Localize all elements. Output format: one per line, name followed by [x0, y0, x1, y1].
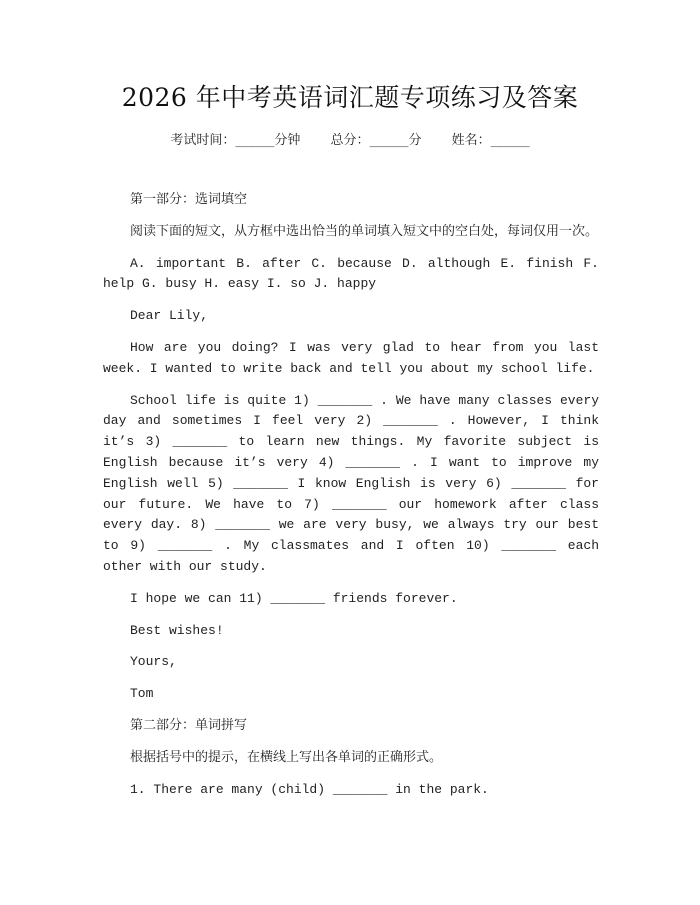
section1-heading: 第一部分：选词填空: [130, 192, 248, 207]
document-body: [103, 190, 599, 811]
document-title: 2026 年中考英语词汇题专项练习及答案: [121, 83, 579, 112]
section1-instruction: 阅读下面的短文，从方框中选出恰当的单词填入短文中的空白处，每词仅用一次。: [130, 223, 599, 239]
letter-closing-yours: Yours,: [130, 654, 177, 670]
letter-signature: Tom: [130, 686, 154, 702]
word-options: A. important B. after C. because D. although E. finish F. help G. busy H. easy I. so J. happy: [103, 255, 599, 292]
section2-instruction: 根据括号中的提示，在横线上写出各单词的正确形式。: [130, 749, 443, 765]
letter-greeting: Dear Lily,: [130, 308, 209, 324]
exam-meta: [0, 131, 700, 151]
student-name-field: 姓名：______: [451, 133, 530, 148]
exam-time-field: 考试时间：______分钟: [170, 133, 301, 148]
letter-paragraph-3: I hope we can 11) _______ friends forever.: [130, 590, 458, 606]
letter-closing-wishes: Best wishes!: [130, 622, 224, 638]
question-1: 1. There are many (child) _______ in the park.: [130, 781, 489, 797]
total-score-field: 总分：______分: [330, 133, 422, 148]
letter-paragraph-1: How are you doing? I was very glad to hear from you last week. I wanted to write back and tell you about my school life.: [103, 339, 599, 376]
section2-heading: 第二部分：单词拼写: [130, 717, 248, 733]
letter-paragraph-2: School life is quite 1) _______ . We have many classes every day and sometimes I feel very 2) _______ . However, I think it’s 3) _______ to learn new things. My favorite subject is English because it’s very 4) _______ . I want to improve my English well 5) _______ I know English is very 6) _______ for our future. We have to 7) _______ our homework after class every day. 8) _______ we are very busy, we always try our best to 9) _______ . My classmates and I often 10) _______ each other with our study.: [103, 392, 599, 574]
